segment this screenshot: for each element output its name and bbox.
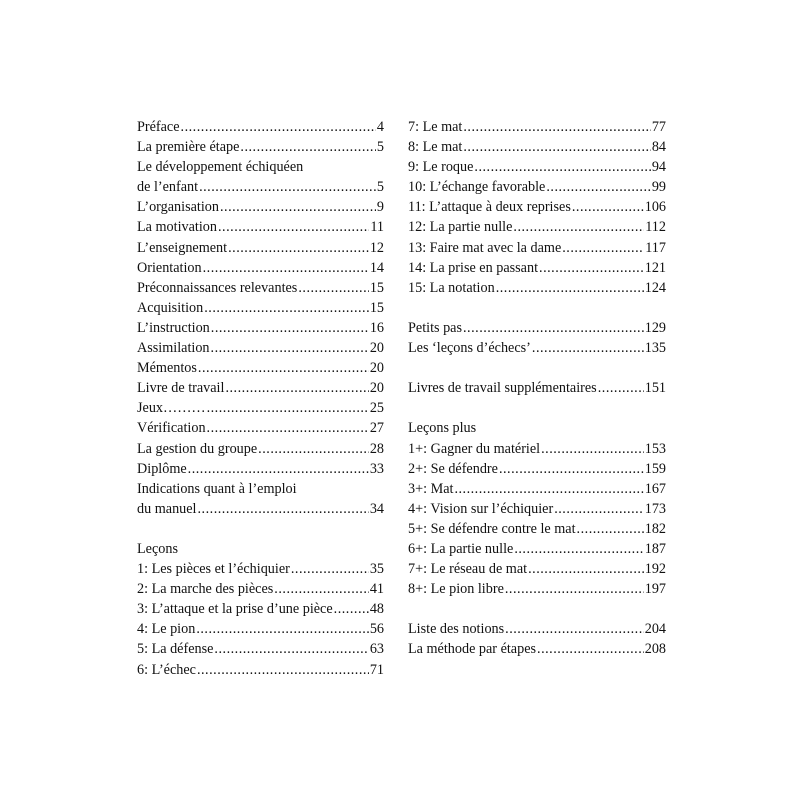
toc-entry-title: 13: Faire mat avec la dame bbox=[408, 239, 562, 256]
toc-entry-page: 159 bbox=[644, 460, 666, 477]
dot-leader bbox=[199, 177, 376, 197]
dot-leader bbox=[203, 258, 369, 278]
toc-entry bbox=[137, 439, 384, 459]
toc-entry bbox=[137, 238, 384, 258]
toc-entry bbox=[408, 579, 666, 599]
toc-entry-title: La gestion du groupe bbox=[137, 440, 258, 457]
toc-entry-title: 1: Les pièces et l’échiquier bbox=[137, 561, 290, 578]
toc-entry-title: Préconnaissances relevantes bbox=[137, 279, 298, 296]
dot-leader bbox=[537, 639, 644, 659]
dot-leader bbox=[513, 217, 644, 237]
toc-entry-page: 35 bbox=[369, 561, 384, 578]
dot-leader bbox=[505, 619, 644, 639]
toc-entry-page: 124 bbox=[644, 279, 666, 296]
toc-entry-title: 12: La partie nulle bbox=[408, 219, 513, 236]
toc-entry-title: 1+: Gagner du matériel bbox=[408, 440, 541, 457]
toc-entry bbox=[137, 378, 384, 398]
toc-entry-title: Liste des notions bbox=[408, 621, 505, 638]
toc-entry-page: 5 bbox=[376, 139, 384, 156]
toc-entry-page: 15 bbox=[369, 279, 384, 296]
toc-entry-page: 192 bbox=[644, 561, 666, 578]
toc-entry bbox=[408, 499, 666, 519]
toc-entry bbox=[137, 599, 384, 619]
toc-entry bbox=[137, 278, 384, 298]
toc-entry-title: 3+: Mat bbox=[408, 480, 454, 497]
dot-leader bbox=[334, 599, 369, 619]
toc-entry-title: 5: La défense bbox=[137, 641, 214, 658]
toc-entry-page: 63 bbox=[369, 641, 384, 658]
toc-entry-page: 4 bbox=[376, 119, 384, 135]
dot-leader bbox=[298, 278, 368, 298]
dot-leader bbox=[496, 278, 644, 298]
toc-entry-page: 182 bbox=[644, 520, 666, 537]
toc-entry bbox=[408, 157, 666, 177]
toc-entry bbox=[137, 217, 384, 237]
dot-leader bbox=[181, 117, 376, 137]
toc-entry-page: 9 bbox=[376, 199, 384, 216]
dot-leader bbox=[528, 559, 644, 579]
toc-entry-title: Vérification bbox=[137, 420, 206, 437]
toc-entry-title: 4+: Vision sur l’échiquier bbox=[408, 500, 554, 517]
toc-entry bbox=[137, 338, 384, 358]
toc-entry-title: 8: Le mat bbox=[408, 139, 463, 156]
toc-entry-page: 48 bbox=[369, 601, 384, 618]
toc-entry bbox=[408, 318, 666, 338]
toc-entry-page: 197 bbox=[644, 581, 666, 598]
toc-entry bbox=[137, 559, 384, 579]
dot-leader bbox=[474, 157, 650, 177]
dot-leader bbox=[505, 579, 644, 599]
toc-entry-page: 151 bbox=[644, 380, 666, 397]
toc-entry-title: de l’enfant bbox=[137, 179, 199, 196]
toc-entry-page: 173 bbox=[644, 500, 666, 517]
toc-heading-le-developpement-echiqueen: Le développement échiquéen bbox=[137, 159, 304, 176]
toc-entry-title: Mémentos bbox=[137, 360, 197, 377]
toc-entry bbox=[408, 338, 666, 358]
dot-leader bbox=[598, 378, 644, 398]
toc-entry-page: 20 bbox=[369, 360, 384, 377]
toc-entry-title: L’enseignement bbox=[137, 239, 228, 256]
dot-leader bbox=[196, 619, 368, 639]
toc-entry bbox=[408, 479, 666, 499]
dot-leader bbox=[198, 358, 369, 378]
dot-leader bbox=[539, 258, 644, 278]
dot-leader bbox=[214, 639, 368, 659]
toc-entry bbox=[408, 217, 666, 237]
toc-right-column bbox=[408, 117, 666, 660]
toc-entry bbox=[137, 358, 384, 378]
dot-leader bbox=[207, 398, 369, 418]
toc-entry bbox=[408, 278, 666, 298]
dot-leader bbox=[291, 559, 369, 579]
dot-leader bbox=[532, 338, 644, 358]
toc-entry-page: 56 bbox=[369, 621, 384, 638]
toc-heading-lecons-plus: Leçons plus bbox=[408, 420, 477, 437]
toc-entry-title: La première étape bbox=[137, 139, 240, 156]
dot-leader bbox=[240, 137, 376, 157]
toc-entry-title: 6+: La partie nulle bbox=[408, 540, 514, 557]
toc-entry bbox=[408, 378, 666, 398]
toc-entry-title: 7: Le mat bbox=[408, 119, 463, 135]
toc-entry-title: 5+: Se défendre contre le mat bbox=[408, 520, 576, 537]
toc-entry-title: L’organisation bbox=[137, 199, 219, 216]
toc-entry-page: 117 bbox=[645, 239, 666, 256]
toc-entry bbox=[137, 318, 384, 338]
dot-leader bbox=[211, 318, 369, 338]
toc-entry-title: Orientation bbox=[137, 259, 202, 276]
toc-entry-page: 208 bbox=[644, 641, 666, 658]
toc-entry-title: 7+: Le réseau de mat bbox=[408, 561, 528, 578]
toc-entry-title: 8+: Le pion libre bbox=[408, 581, 504, 598]
toc-entry-page: 94 bbox=[651, 159, 666, 176]
dot-leader bbox=[577, 519, 644, 539]
toc-entry-page: 167 bbox=[644, 480, 666, 497]
toc-entry-page: 106 bbox=[644, 199, 666, 216]
toc-entry-page: 25 bbox=[369, 400, 384, 417]
toc-entry-page: 14 bbox=[369, 259, 384, 276]
dot-leader bbox=[211, 338, 369, 358]
toc-entry bbox=[408, 639, 666, 659]
toc-entry bbox=[137, 137, 384, 157]
toc-entry-title: du manuel bbox=[137, 500, 197, 517]
dot-leader bbox=[562, 238, 644, 258]
toc-entry-title: Les ‘leçons d’échecs’ bbox=[408, 340, 531, 357]
dot-leader bbox=[274, 579, 369, 599]
dot-leader bbox=[218, 217, 369, 237]
dot-leader bbox=[463, 117, 650, 137]
toc-entry bbox=[137, 177, 384, 197]
dot-leader bbox=[225, 378, 368, 398]
dot-leader bbox=[499, 459, 644, 479]
toc-entry bbox=[408, 117, 666, 137]
toc-entry-page: 20 bbox=[369, 340, 384, 357]
dot-leader bbox=[197, 660, 369, 680]
toc-entry-page: 204 bbox=[644, 621, 666, 638]
dot-leader bbox=[463, 318, 644, 338]
toc-entry-title: Petits pas bbox=[408, 319, 462, 336]
section-gap bbox=[137, 519, 384, 539]
toc-entry-title: 10: L’échange favorable bbox=[408, 179, 546, 196]
toc-entry bbox=[408, 197, 666, 217]
dot-leader bbox=[463, 137, 650, 157]
section-gap bbox=[408, 358, 666, 378]
toc-entry bbox=[408, 459, 666, 479]
toc-entry-page: 71 bbox=[369, 661, 384, 678]
toc-entry bbox=[408, 619, 666, 639]
toc-entry-page: 5 bbox=[376, 179, 384, 196]
section-gap bbox=[408, 398, 666, 418]
toc-entry bbox=[137, 639, 384, 659]
toc-entry-title: Assimilation bbox=[137, 340, 210, 357]
toc-entry-page: 121 bbox=[644, 259, 666, 276]
toc-entry-title: 9: Le roque bbox=[408, 159, 474, 176]
section-gap bbox=[408, 599, 666, 619]
toc-entry bbox=[137, 459, 384, 479]
toc-entry-page: 20 bbox=[369, 380, 384, 397]
toc-entry-title: La méthode par étapes bbox=[408, 641, 537, 658]
toc-entry-page: 129 bbox=[644, 319, 666, 336]
toc-entry-page: 27 bbox=[369, 420, 384, 437]
toc-entry-title: Jeux……… bbox=[137, 400, 206, 417]
toc-entry bbox=[137, 258, 384, 278]
toc-entry-title: Diplôme bbox=[137, 460, 187, 477]
toc-entry bbox=[137, 117, 384, 137]
toc-entry bbox=[137, 660, 384, 680]
toc-entry bbox=[408, 539, 666, 559]
toc-entry-title: 6: L’échec bbox=[137, 661, 196, 678]
dot-leader bbox=[204, 298, 369, 318]
toc-entry bbox=[408, 177, 666, 197]
toc-entry bbox=[137, 619, 384, 639]
toc-entry-page: 11 bbox=[370, 219, 384, 236]
toc-entry bbox=[408, 258, 666, 278]
toc-entry-page: 15 bbox=[369, 299, 384, 316]
toc-entry bbox=[408, 519, 666, 539]
toc-entry-page: 187 bbox=[644, 540, 666, 557]
dot-leader bbox=[198, 499, 369, 519]
toc-entry-title: 3: L’attaque et la prise d’une pièce bbox=[137, 601, 333, 618]
toc-entry-title: Livres de travail supplémentaires bbox=[408, 380, 597, 397]
dot-leader bbox=[541, 439, 644, 459]
toc-entry-page: 34 bbox=[369, 500, 384, 517]
section-gap bbox=[408, 298, 666, 318]
toc-entry bbox=[408, 559, 666, 579]
toc-entry-page: 112 bbox=[645, 219, 666, 236]
toc-entry bbox=[137, 418, 384, 438]
toc-heading-indications-quant-a-l-emploi: Indications quant à l’emploi bbox=[137, 480, 297, 497]
toc-entry bbox=[137, 298, 384, 318]
dot-leader bbox=[207, 418, 369, 438]
dot-leader bbox=[228, 238, 369, 258]
toc-entry-title: 14: La prise en passant bbox=[408, 259, 539, 276]
toc-entry-title: Livre de travail bbox=[137, 380, 225, 397]
toc-entry-title: 2: La marche des pièces bbox=[137, 581, 274, 598]
toc-entry-page: 135 bbox=[644, 340, 666, 357]
toc-entry bbox=[408, 439, 666, 459]
toc-entry-page: 153 bbox=[644, 440, 666, 457]
toc-left-column bbox=[137, 117, 384, 680]
toc-entry-page: 77 bbox=[651, 119, 666, 135]
toc-entry-title: L’instruction bbox=[137, 319, 210, 336]
toc-entry-title: 4: Le pion bbox=[137, 621, 196, 638]
dot-leader bbox=[258, 439, 369, 459]
toc-entry-page: 16 bbox=[369, 319, 384, 336]
toc-entry-title: 2+: Se défendre bbox=[408, 460, 498, 477]
toc-entry bbox=[408, 238, 666, 258]
dot-leader bbox=[188, 459, 369, 479]
toc-entry bbox=[137, 499, 384, 519]
toc-entry-page: 41 bbox=[369, 581, 384, 598]
dot-leader bbox=[454, 479, 643, 499]
toc-entry-title: La motivation bbox=[137, 219, 217, 236]
dot-leader bbox=[546, 177, 650, 197]
toc-entry-title: Acquisition bbox=[137, 299, 204, 316]
toc-entry bbox=[137, 197, 384, 217]
toc-entry bbox=[408, 137, 666, 157]
dot-leader bbox=[554, 499, 644, 519]
dot-leader bbox=[220, 197, 376, 217]
toc-heading-lecons: Leçons bbox=[137, 540, 178, 557]
toc-entry-title: 11: L’attaque à deux reprises bbox=[408, 199, 571, 216]
toc-entry-page: 28 bbox=[369, 440, 384, 457]
toc-entry bbox=[137, 398, 384, 418]
dot-leader bbox=[572, 197, 644, 217]
toc-entry-page: 84 bbox=[651, 139, 666, 156]
dot-leader bbox=[514, 539, 643, 559]
toc-entry-page: 12 bbox=[369, 239, 384, 256]
toc-entry-page: 33 bbox=[369, 460, 384, 477]
toc-entry-title: Préface bbox=[137, 119, 180, 135]
toc-entry-title: 15: La notation bbox=[408, 279, 495, 296]
toc-entry bbox=[137, 579, 384, 599]
toc-entry-page: 99 bbox=[651, 179, 666, 196]
